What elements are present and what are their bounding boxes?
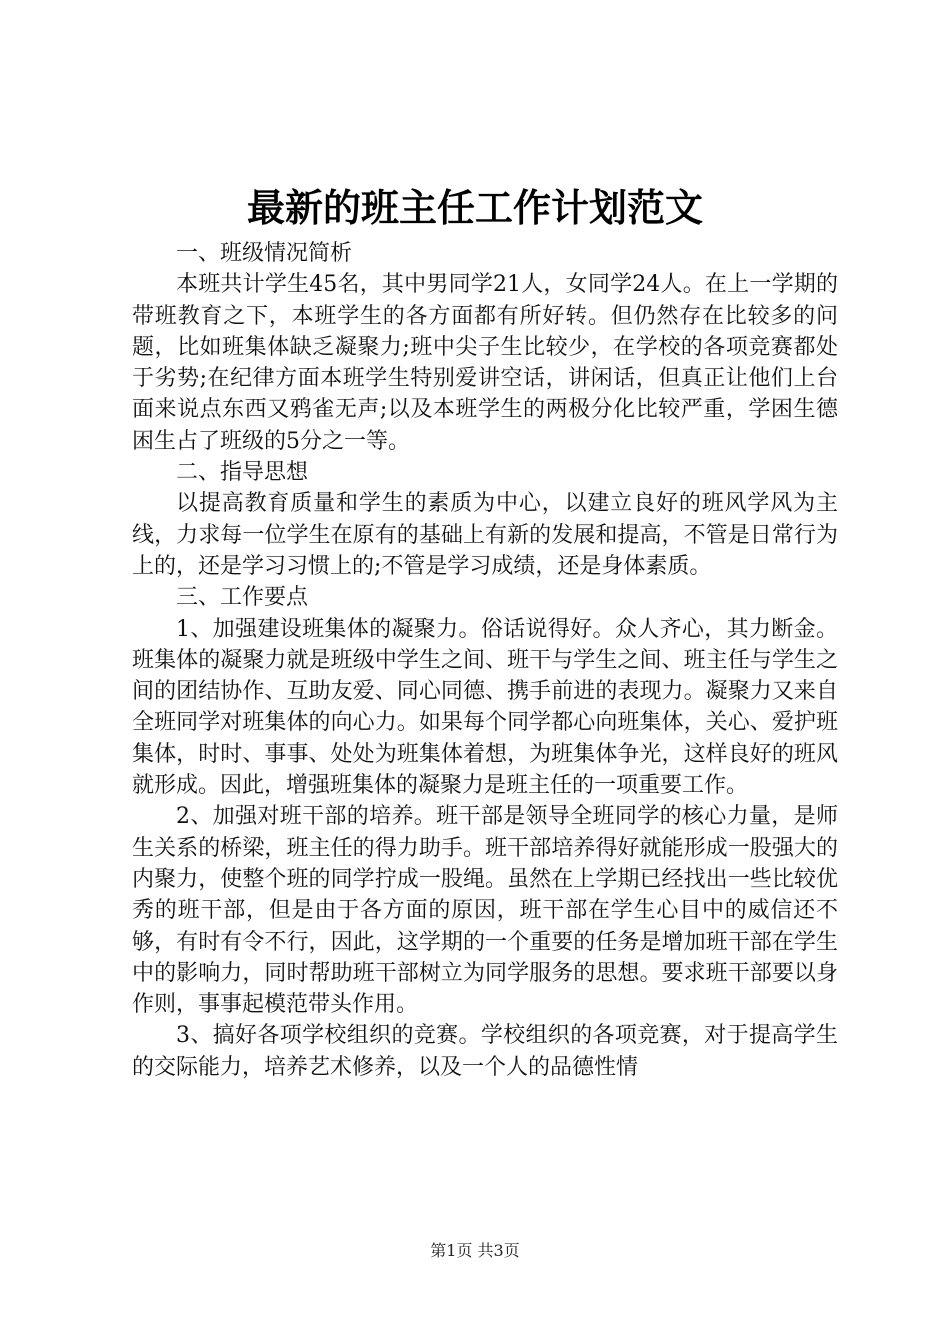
- section-heading: 三、工作要点: [176, 585, 309, 611]
- paragraph: 2、加强对班干部的培养。班干部是领导全班同学的核心力量，是师生关系的桥梁，班主任的得力助手。班干部培养得好就能形成一股强大的内聚力，使整个班的同学拧成一股绳。虽然在上学期已经找出一些比较优秀的班干部，但是由于各方面的原因，班干部在学生心目中的威信还不够，有时有令不行，因此，这学期的一个重要的任务是增加班干部在学生中的影响力，同时帮助班干部树立为同学服务的思想。要求班干部要以身作则，事事起模范带头作用。: [132, 804, 838, 1018]
- document-body: [132, 238, 838, 1083]
- section-heading: 一、班级情况简析: [176, 241, 353, 266]
- document-title: 最新的班主任工作计划范文: [246, 185, 703, 230]
- paragraph: 1、加强建设班集体的凝聚力。俗话说得好。众人齐心，其力断金。班集体的凝聚力就是班级中学生之间、班干与学生之间、班主任与学生之间的团结协作、互助友爱、同心同德、携手前进的表现力。凝聚力又来自全班同学对班集体的向心力。如果每个同学都心向班集体，关心、爱护班集体，时时、事事、处处为班集体着想，为班集体争光，这样良好的班风就形成。因此，增强班集体的凝聚力是班主任的一项重要工作。: [132, 616, 838, 799]
- section-heading: 二、指导思想: [176, 460, 309, 486]
- paragraph: 以提高教育质量和学生的素质为中心，以建立良好的班风学风为主线，力求每一位学生在原有的基础上有新的发展和提高，不管是日常行为上的，还是学习习惯上的;不管是学习成绩，还是身体素质。: [132, 491, 838, 579]
- paragraph: 本班共计学生45名，其中男同学21人，女同学24人。在上一学期的带班教育之下，本班学生的各方面都有所好转。但仍然存在比较多的问题，比如班集体缺乏凝聚力;班中尖子生比较少，在学校的各项竞赛都处于劣势;在纪律方面本班学生特别爱讲空话，讲闲话，但真正让他们上台面来说点东西又鸦雀无声;以及本班学生的两极分化比较严重，学困生德困生占了班级的5分之一等。: [132, 272, 838, 454]
- page-number: 第1页 共3页: [430, 1241, 520, 1260]
- paragraph: 3、搞好各项学校组织的竞赛。学校组织的各项竞赛，对于提高学生的交际能力，培养艺术修养，以及一个人的品德性情: [132, 1023, 838, 1080]
